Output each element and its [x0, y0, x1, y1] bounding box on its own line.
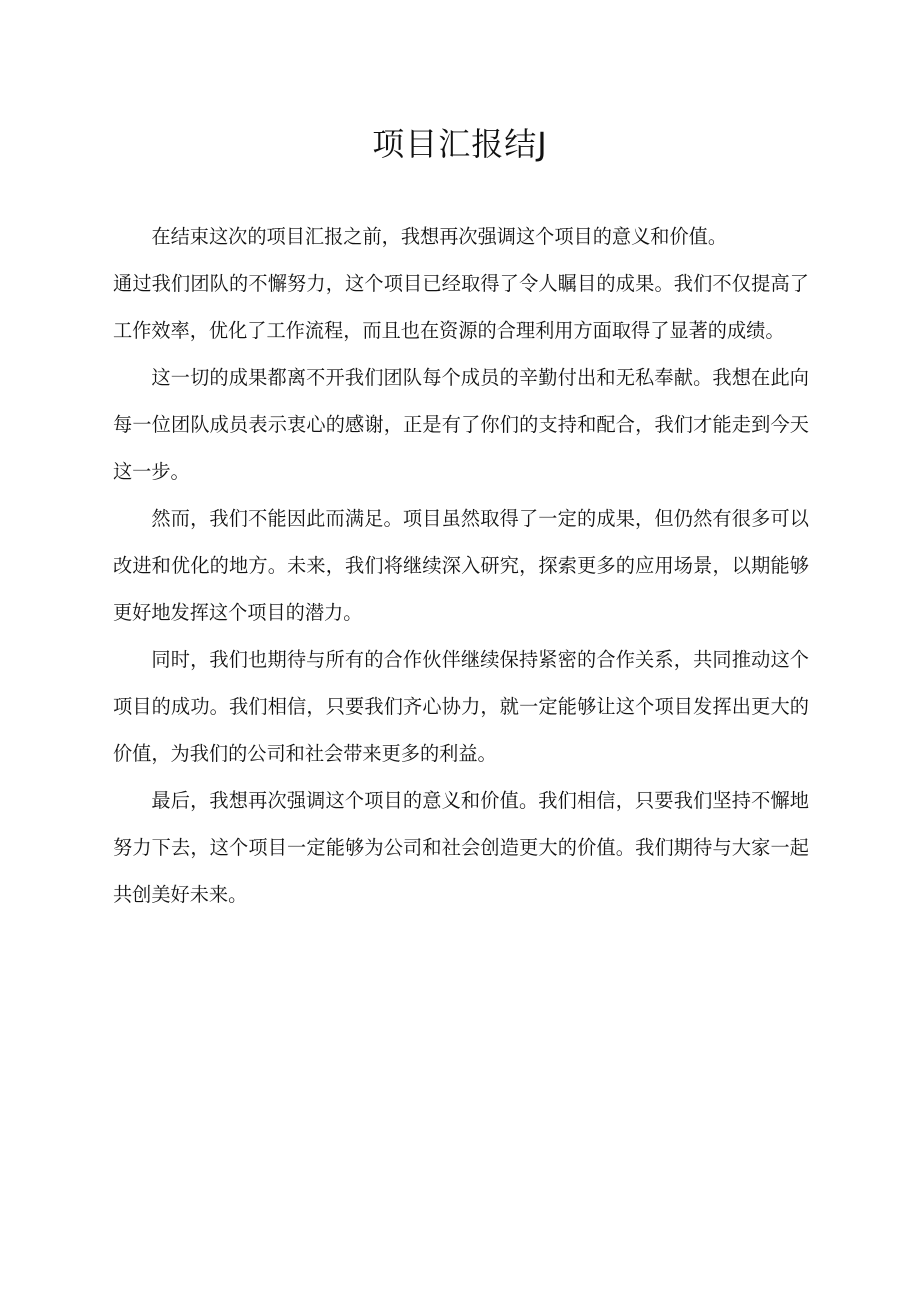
- page-title: 项目汇报结J: [372, 125, 548, 163]
- document-body: [113, 213, 809, 918]
- paragraph: 这一切的成果都离不开我们团队每个成员的辛勤付出和无私奉献。我想在此向每一位团队成员表示衷心的感谢，正是有了你们的支持和配合，我们才能走到今天这一步。: [113, 366, 809, 483]
- paragraph: 在结束这次的项目汇报之前，我想再次强调这个项目的意义和价值。: [151, 225, 728, 248]
- paragraph: 然而，我们不能因此而满足。项目虽然取得了一定的成果，但仍然有很多可以改进和优化的地方。未来，我们将继续深入研究，探索更多的应用场景，以期能够更好地发挥这个项目的潜力。: [113, 507, 809, 624]
- paragraph: 最后，我想再次强调这个项目的意义和价值。我们相信，只要我们坚持不懈地努力下去，这个项目一定能够为公司和社会创造更大的价值。我们期待与大家一起共创美好未来。: [113, 789, 809, 906]
- paragraph: 同时，我们也期待与所有的合作伙伴继续保持紧密的合作关系，共同推动这个项目的成功。我们相信，只要我们齐心协力，就一定能够让这个项目发挥出更大的价值，为我们的公司和社会带来更多的利益。: [113, 648, 809, 765]
- paragraph: 通过我们团队的不懈努力，这个项目已经取得了令人瞩目的成果。我们不仅提高了工作效率，优化了工作流程，而且也在资源的合理利用方面取得了显著的成绩。: [113, 272, 809, 342]
